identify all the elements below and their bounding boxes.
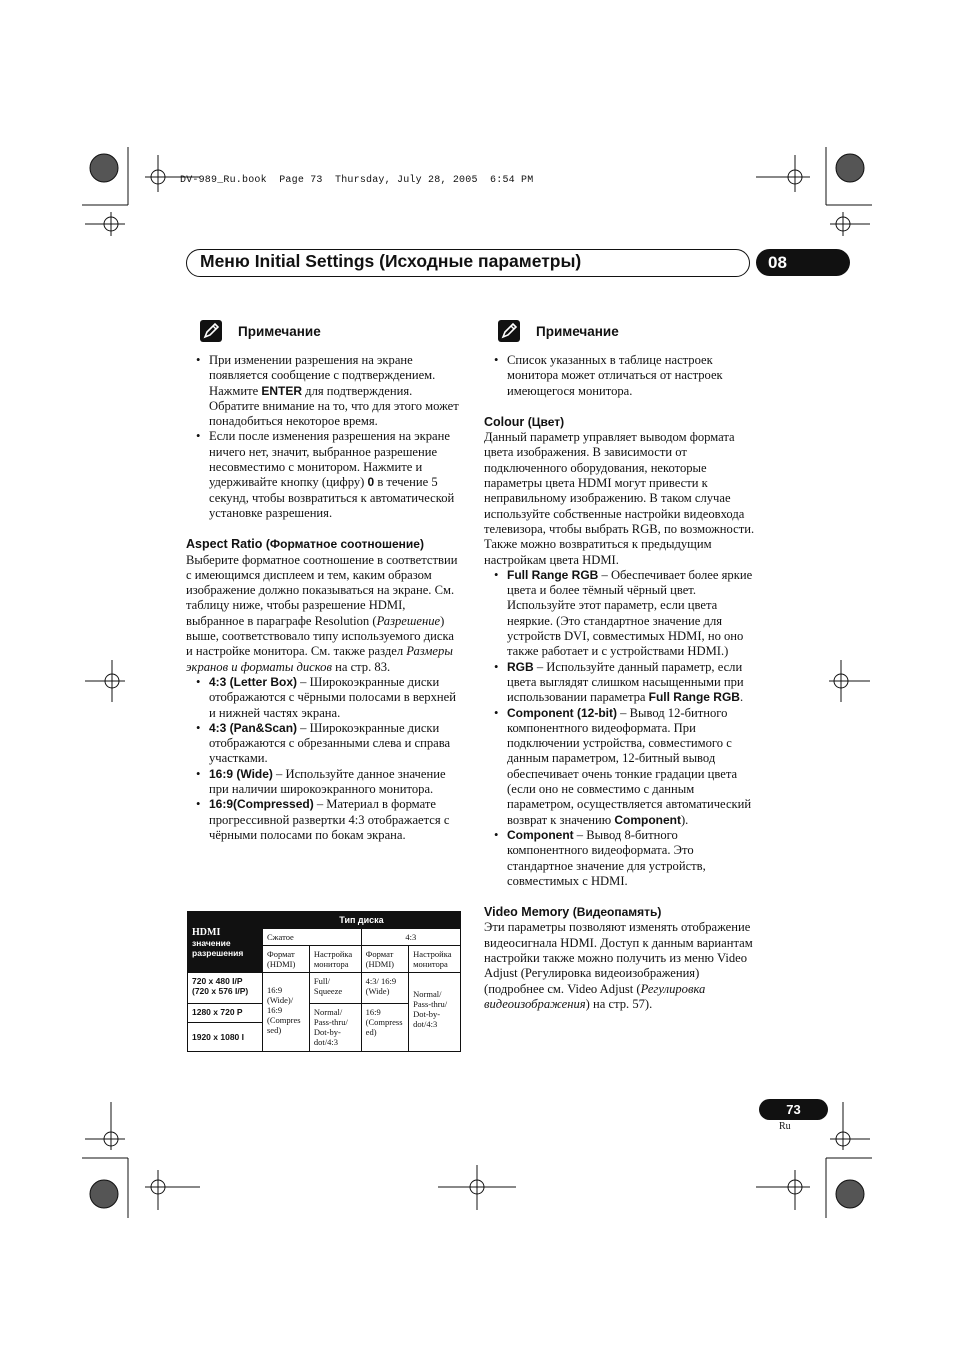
chapter-badge: 08	[756, 249, 850, 276]
note-list-right	[484, 353, 760, 399]
monitor-setting-header: Настройка монитора	[309, 946, 361, 973]
colour-heading: Colour (Цвет)	[484, 414, 565, 429]
format-hdmi-header: Формат (HDMI)	[263, 946, 310, 973]
note-title-right: Примечание	[536, 324, 619, 339]
list-item: • Full Range RGB – Обеспечивает более яркие цвета и более тёмный чёрный цвет. Используйте этот параметр, если цвета неяркие. (Это стандартное значение для устройств DVI, совместимых HDMI, но оно также работает и с устройствами HDMI.)	[484, 568, 760, 660]
list-item: • 16:9 (Wide) – Используйте данное значение при наличии широкоэкранного монитора.	[186, 767, 462, 798]
video-memory-heading: Video Memory (Видеопамять)	[484, 905, 662, 920]
compressed-header: Сжатое	[263, 929, 362, 946]
table-cell: 4:3/ 16:9 (Wide)	[361, 973, 408, 1004]
list-item: • 4:3 (Pan&Scan) – Широкоэкранные диски отображаются с обрезанными слева и справа участками.	[186, 721, 462, 767]
table-cell: Normal/ Pass-thru/ Dot-by- dot/4:3	[309, 1004, 361, 1052]
format-hdmi-header: Формат (HDMI)	[361, 946, 408, 973]
note-title-left: Примечание	[238, 324, 321, 339]
language-code: Ru	[779, 1121, 791, 1132]
list-item: • 16:9(Compressed) – Материал в формате прогрессивной развертки 4:3 отображается с чёрными полосами по бокам экрана.	[186, 797, 462, 843]
list-item: • Если после изменения разрешения на экране ничего нет, значит, выбранное разрешение несовместимо с монитором. Нажмите и удерживайте кнопку (цифру) 0 в течение 5 секунд, чтобы возвратиться к автоматической установке разрешения.	[186, 429, 462, 521]
list-item: • При изменении разрешения на экране появляется сообщение с подтверждением. Нажмите ENTER для подтверждения. Обратите внимание на то, что для этого может понадобиться некоторое время.	[186, 353, 462, 429]
monitor-setting-header: Настройка монитора	[409, 946, 461, 973]
ratio-43-header: 4:3	[361, 929, 460, 946]
aspect-ratio-table	[187, 911, 461, 1052]
list-item: • Component – Вывод 8-битного компонентного видеоформата. Это стандартное значение для устройств, совместимых с HDMI.	[484, 828, 760, 889]
aspect-ratio-options	[186, 675, 462, 843]
resolution-cell: 1280 x 720 P	[188, 1004, 263, 1023]
resolution-cell: 1920 x 1080 I	[188, 1023, 263, 1052]
list-item: • 4:3 (Letter Box) – Широкоэкранные диски отображаются с чёрными полосами в верхней и нижней частях экрана.	[186, 675, 462, 721]
book-info: DV-989_Ru.book Page 73 Thursday, July 28, 2005 6:54 PM	[180, 175, 534, 186]
table-cell: 16:9 (Compress ed)	[361, 1004, 408, 1052]
note-section-right	[498, 320, 520, 342]
list-item: • RGB – Используйте данный параметр, если цвета выглядят слишком насыщенными при использовании параметра Full Range RGB.	[484, 660, 760, 706]
colour-text: Данный параметр управляет выводом формата цвета изображения. В зависимости от подключенного оборудования, некоторые параметры цвета HDMI могут привести к неправильному изображению. В таком случае используйте собственные настройки видеовхода телевизора, чтобы выбрать RGB, по возможности. Также можно возвратиться к предыдущим настройкам цвета HDMI.	[484, 430, 755, 567]
note-section-left	[200, 320, 222, 342]
aspect-ratio-text: Выберите форматное соотношение в соответствии с имеющимся дисплеем и тем, каким образом изображение должно показываться на экране. См. таблицу ниже, чтобы разрешение HDMI, выбранное в параграфе Resolution (Разрешение) выше, соответствовало типу используемого диска и настройке монитора. См. также раздел Размеры экранов и форматы дисков на стр. 83.	[186, 552, 458, 674]
left-column	[186, 353, 462, 843]
hdmi-header-cell: HDMI значение разрешения	[188, 912, 263, 973]
right-column	[484, 353, 760, 1012]
note-pencil-icon	[200, 320, 222, 342]
page-title: Меню Initial Settings (Исходные параметры)	[200, 251, 582, 271]
video-memory-text: Эти параметры позволяют изменять отображение видеосигнала HDMI. Доступ к данным вариантам настройки также можно получить из меню Video Adjust (Регулировка видеоизображения) (подробнее см. Video Adjust (Регулировка видеоизображения) на стр. 57).	[484, 920, 753, 1011]
colour-options	[484, 568, 760, 889]
resolution-cell: 720 x 480 I/P (720 x 576 I/P)	[188, 973, 263, 1004]
note-list-left	[186, 353, 462, 521]
table-cell: Normal/ Pass-thru/ Dot-by- dot/4:3	[409, 973, 461, 1052]
disc-type-header: Тип диска	[263, 912, 461, 929]
list-item: • Список указанных в таблице настроек монитора может отличаться от настроек имеющегося монитора.	[484, 353, 760, 399]
table-cell: 16:9 (Wide)/ 16:9 (Compres sed)	[263, 973, 310, 1052]
aspect-ratio-heading: Aspect Ratio (Форматное соотношение)	[186, 537, 424, 552]
note-pencil-icon	[498, 320, 520, 342]
list-item: • Component (12-bit) – Вывод 12-битного компонентного видеоформата. При подключении устройства, совместимого с данным параметром, 12-битный вывод обеспечивает очень тонкие градации цвета (если оно не совместимо с данным параметром, осуществляется автоматический возврат к значению Component).	[484, 706, 760, 828]
table-cell: Full/ Squeeze	[309, 973, 361, 1004]
page-number: 73	[759, 1099, 828, 1120]
